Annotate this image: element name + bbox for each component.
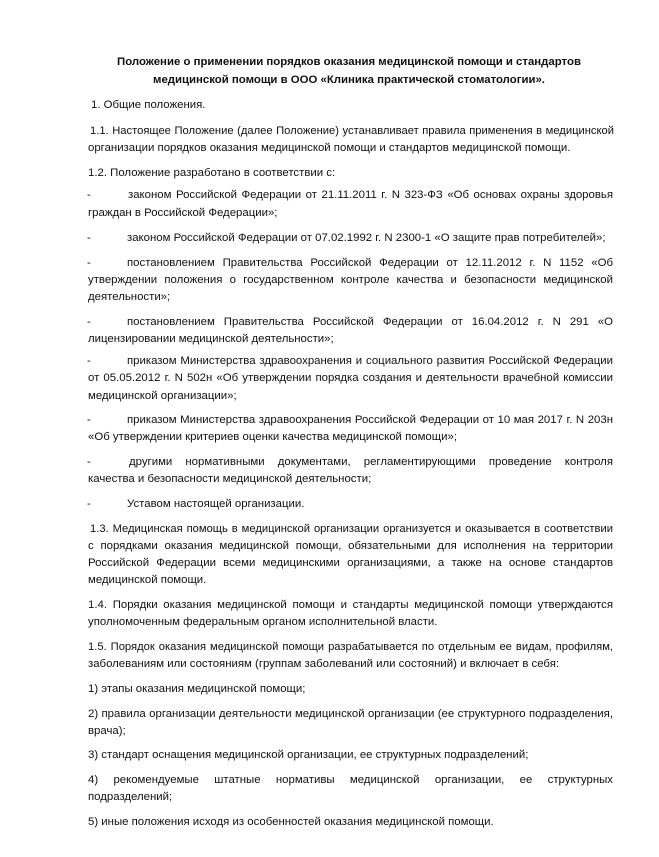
bullet-text: приказом Министерства здравоохранения и социального развития Российской Федерации: [127, 355, 613, 367]
bullet-text: утверждении положения о государственном контроле качества и безопасности медицинской: [88, 274, 613, 286]
bullet-text: постановлением Правительства Российской Федерации от 12.11.2012 г. N 1152 «Об: [127, 257, 613, 269]
paragraph-1-5-line: 1.5. Порядок оказания медицинской помощи разрабатывается по отдельным ее видам, профилям,: [88, 641, 613, 653]
list-item: 2) правила организации деятельности медицинской организации (ее структурного подразделения,: [88, 708, 613, 720]
section-heading: 1. Общие положения.: [91, 99, 206, 111]
list-item: 4) рекомендуемые штатные нормативы медицинской организации, ее структурных: [88, 774, 613, 786]
bullet-text: от 05.05.2012 г. N 502н «Об утверждении порядка создания и деятельности врачебной комиссии: [88, 372, 613, 384]
bullet-marker: -: [87, 456, 91, 468]
bullet-text: медицинской организации»;: [88, 390, 237, 402]
paragraph-1-3-line: с порядками оказания медицинской помощи, обязательными для исполнения на территории: [88, 540, 613, 552]
bullet-marker: -: [87, 189, 91, 201]
bullet-marker: -: [87, 316, 91, 328]
document-title: [110, 53, 588, 89]
title-line: медицинской помощи в ООО «Клиника практической стоматологии».: [153, 74, 545, 86]
paragraph-1-4-line: уполномоченным федеральным органом исполнительной власти.: [88, 616, 438, 628]
bullet-text: Уставом настоящей организации.: [127, 498, 305, 510]
bullet-text: граждан в Российской Федерации»;: [88, 207, 278, 219]
paragraph-1-3-line: 1.3. Медицинская помощь в медицинской организации организуется и оказывается в соответствии: [90, 523, 613, 535]
list-item: врача);: [88, 725, 126, 737]
paragraph-1-5-line: заболеваниям или состояниям (группам заболеваний или состояний) и включает в себя:: [88, 658, 560, 670]
bullet-text: деятельности»;: [88, 291, 171, 303]
list-item: 1) этапы оказания медицинской помощи;: [88, 683, 306, 695]
bullet-marker: -: [87, 498, 91, 510]
list-item: 3) стандарт оснащения медицинской организации, ее структурных подразделений;: [88, 749, 529, 761]
bullet-marker: -: [87, 257, 91, 269]
bullet-text: постановлением Правительства Российской Федерации от 16.04.2012 г. N 291 «О: [127, 316, 613, 328]
bullet-text: «Об утверждении критериев оценки качества медицинской помощи»;: [88, 431, 457, 443]
bullet-marker: -: [87, 232, 91, 244]
title-line: Положение о применении порядков оказания медицинской помощи и стандартов: [117, 56, 581, 68]
paragraph-1-1-line: организации порядков оказания медицинской помощи и стандартов медицинской помощи.: [88, 142, 571, 154]
bullet-text: законом Российской Федерации от 07.02.1992 г. N 2300-1 «О защите прав потребителей»;: [127, 232, 606, 244]
paragraph-1-4-line: 1.4. Порядки оказания медицинской помощи и стандарты медицинской помощи утверждаются: [88, 599, 613, 611]
bullet-text: лицензировании медицинской деятельности»;: [88, 333, 334, 345]
bullet-marker: -: [87, 414, 91, 426]
list-item: подразделений;: [88, 791, 173, 803]
bullet-text: другими нормативными документами, регламентирующими проведение контроля: [129, 456, 613, 468]
bullet-marker: -: [87, 355, 91, 367]
paragraph-1-3-line: медицинской помощи.: [88, 574, 207, 586]
bullet-text: качества и безопасности медицинской деятельности;: [88, 473, 372, 485]
paragraph-1-2: 1.2. Положение разработано в соответствии с:: [88, 167, 336, 179]
bullet-text: законом Российской Федерации от 21.11.2011 г. N 323-ФЗ «Об основах охраны здоровья: [128, 189, 613, 201]
bullet-text: приказом Министерства здравоохранения Российской Федерации от 10 мая 2017 г. N 203н: [127, 414, 613, 426]
paragraph-1-1-line: 1.1. Настоящее Положение (далее Положение) устанавливает правила применения в медицинской: [90, 125, 614, 137]
paragraph-1-3-line: Российской Федерации всеми медицинскими организациями, а также на основе стандартов: [88, 557, 613, 569]
list-item: 5) иные положения исходя из особенностей оказания медицинской помощи.: [88, 816, 494, 828]
